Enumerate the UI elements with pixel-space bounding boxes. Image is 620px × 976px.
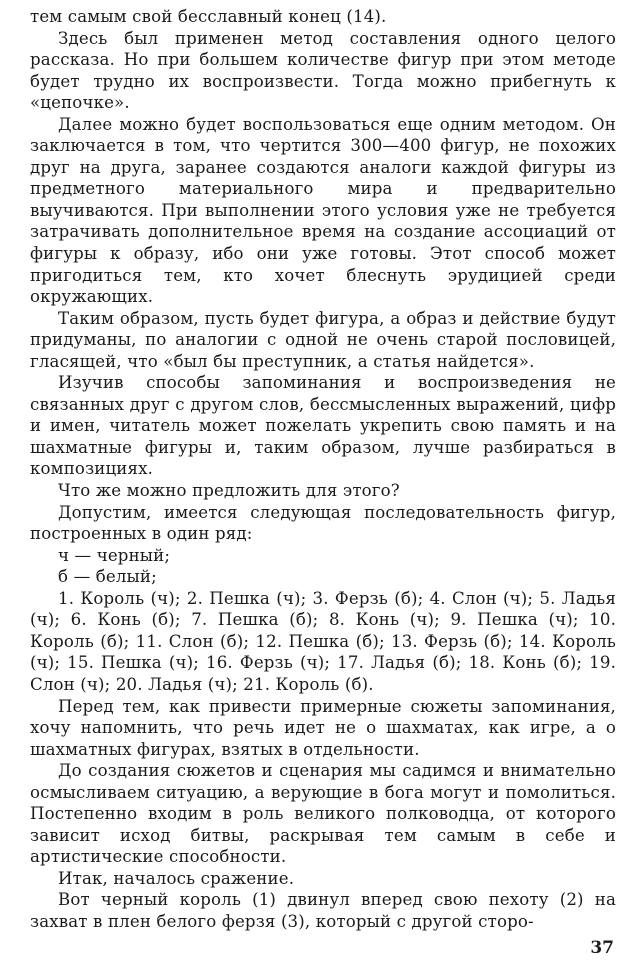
paragraph-4: Таким образом, пусть будет фигура, а образ и действие будут придуманы, по аналогии с одной не очень старой пословицей, гласящей, что «был бы преступник, а статья найдется».	[30, 308, 616, 371]
paragraph-6: Что же можно предложить для этого?	[58, 481, 400, 501]
paragraph-7: Допустим, имеется следующая последовательность фигур, построенных в один ряд:	[30, 502, 616, 544]
paragraph-5: Изучив способы запоминания и воспроизведения не связанных друг с другом слов, бессмысленных выражений, цифр и имен, читатель может пожелать укрепить свою память и на шахматные фигуры и, таким образом, лучше разбираться в композициях.	[30, 373, 616, 479]
paragraph-9: До создания сюжетов и сценария мы садимся и внимательно осмысливаем ситуацию, а верующие в бога могут и помолиться. Постепенно входим в роль великого полководца, от которого зависит исход битвы, раскрывая тем самым в себе и артистические способности.	[30, 761, 616, 867]
page-text	[30, 6, 616, 933]
figure-sequence: 1. Король (ч); 2. Пешка (ч); 3. Ферзь (б); 4. Слон (ч); 5. Ладья (ч); 6. Конь (б); 7. Пешка (б); 8. Конь (ч); 9. Пешка (ч); 10. Король (б); 11. Слон (б); 12. Пешка (б); 13. Ферзь (б); 14. Король (ч); 15. Пешка (ч); 16. Ферзь (ч); 17. Ладья (б); 18. Конь (б); 19. Слон (ч); 20. Ладья (ч); 21. Король (б).	[30, 588, 616, 694]
paragraph-10: Итак, началось сражение.	[58, 868, 295, 888]
paragraph-3: Далее можно будет воспользоваться еще одним методом. Он заключается в том, что чертится 300—400 фигур, не похожих друг на друга, заранее создаются аналоги каждой фигуры из предметного материального мира и предварительно выучиваются. При выполнении этого условия уже не требуется затрачивать дополнительное время на создание ассоциаций от фигуры к образу, ибо они уже готовы. Этот способ может пригодиться тем, кто хочет блеснуть эрудицией среди окружающих.	[30, 114, 616, 307]
legend-white: б — белый;	[58, 567, 157, 587]
paragraph-11: Вот черный король (1) двинул вперед свою пехоту (2) на захват в плен белого ферзя (3), который с другой сторо-	[30, 890, 616, 931]
page-number: 37	[590, 938, 614, 958]
paragraph-1: тем самым свой бесславный конец (14).	[30, 7, 387, 26]
legend-black: ч — черный;	[58, 545, 171, 565]
paragraph-2: Здесь был применен метод составления одного целого рассказа. Но при большем количестве фигур при этом методе будет трудно их воспроизвести. Тогда можно прибегнуть к «цепочке».	[30, 28, 616, 113]
paragraph-8: Перед тем, как привести примерные сюжеты запоминания, хочу напомнить, что речь идет не о шахматах, как игре, а о шахматных фигурах, взятых в отдельности.	[30, 696, 616, 759]
